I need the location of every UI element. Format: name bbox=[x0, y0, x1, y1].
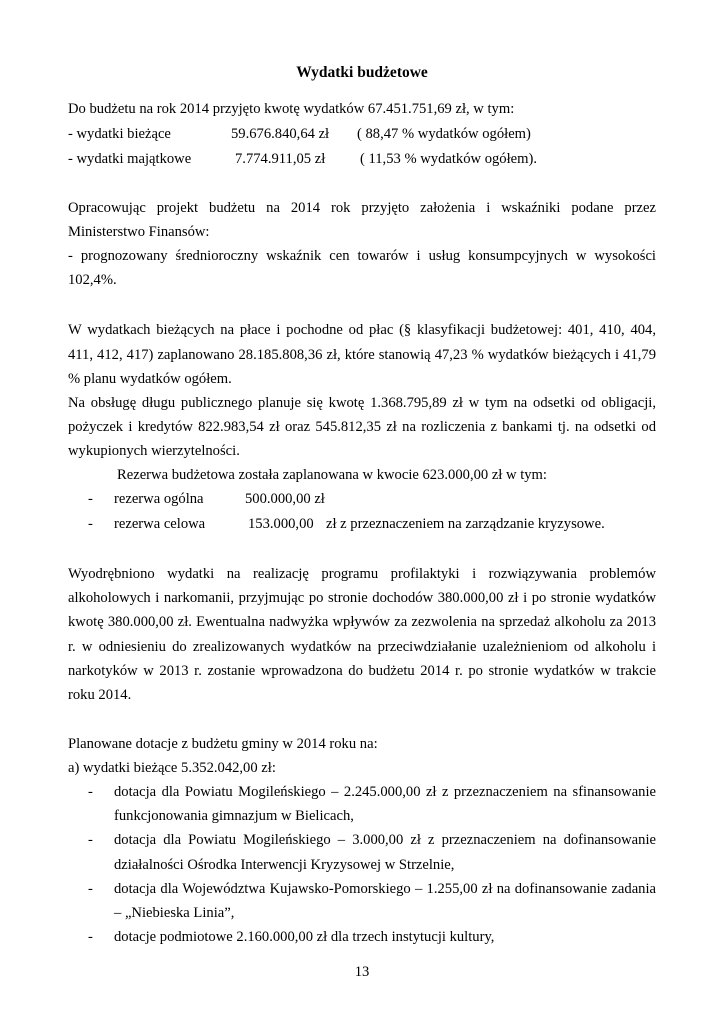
grant-line: działalności Ośrodka Interwencji Kryzysowej w Strzelnie, bbox=[114, 857, 455, 873]
intro-line: Do budżetu na rok 2014 przyjęto kwotę wydatków 67.451.751,69 zł, w tym: bbox=[68, 101, 515, 117]
expense-label: - wydatki bieżące bbox=[68, 126, 171, 142]
paragraph-line: Wyodrębniono wydatki na realizację programu profilaktyki i rozwiązywania problemów bbox=[68, 566, 656, 582]
grant-line: – „Niebieska Linia”, bbox=[114, 905, 235, 921]
reserve-amount: 500.000,00 zł bbox=[245, 491, 325, 507]
grant-line: dotacje podmiotowe 2.160.000,00 zł dla trzech instytucji kultury, bbox=[114, 929, 495, 945]
list-dash: - bbox=[88, 832, 93, 848]
page-title: Wydatki budżetowe bbox=[296, 64, 428, 81]
paragraph-line: alkoholowych i narkomanii, przyjmując po stronie dochodów 380.000,00 zł i po stronie wydatków bbox=[68, 590, 656, 606]
reserve-amount: 153.000,00 bbox=[248, 516, 314, 532]
expense-label: - wydatki majątkowe bbox=[68, 151, 192, 167]
paragraph-line: Na obsługę długu publicznego planuje się kwotę 1.368.795,89 zł w tym na odsetki od obligacji, bbox=[68, 395, 656, 411]
paragraph-line: W wydatkach bieżących na płace i pochodne od płac (§ klasyfikacji budżetowej: 401, 410, 404, bbox=[68, 322, 656, 338]
paragraph-line: r. w odniesieniu do zrealizowanych wydatków na przeciwdziałanie uzależnieniom od alkoholu i bbox=[68, 639, 656, 655]
grant-line: dotacja dla Powiatu Mogileńskiego – 3.000,00 zł z przeznaczeniem na dofinansowanie bbox=[114, 832, 656, 848]
list-dash: - bbox=[88, 516, 93, 532]
expense-amount: 59.676.840,64 zł bbox=[231, 126, 330, 142]
paragraph-line: % planu wydatków ogółem. bbox=[68, 371, 232, 387]
paragraph-line: - prognozowany średnioroczny wskaźnik cen towarów i usług konsumpcyjnych w wysokości bbox=[68, 248, 656, 264]
grants-heading: a) wydatki bieżące 5.352.042,00 zł: bbox=[68, 760, 276, 776]
grant-line: dotacja dla Powiatu Mogileńskiego – 2.245.000,00 zł z przeznaczeniem na sfinansowanie bbox=[114, 784, 656, 800]
reserve-note: zł z przeznaczeniem na zarządzanie kryzysowe. bbox=[326, 516, 605, 532]
expense-amount: 7.774.911,05 zł bbox=[235, 151, 326, 167]
paragraph-line: wykupionych wierzytelności. bbox=[68, 443, 240, 459]
paragraph-line: pożyczek i kredytów 822.983,54 zł oraz 545.812,35 zł na rozliczenia z bankami tj. na odsetki od bbox=[68, 419, 656, 435]
grant-line: dotacja dla Województwa Kujawsko-Pomorskiego – 1.255,00 zł na dofinansowanie zadania bbox=[114, 881, 656, 897]
paragraph-line: Opracowując projekt budżetu na 2014 rok przyjęto założenia i wskaźniki podane przez bbox=[68, 200, 656, 216]
paragraph-line: narkotyków w 2013 r. zostanie wprowadzona do budżetu 2014 r. po stronie wydatków w trakcie bbox=[68, 663, 656, 679]
page-number: 13 bbox=[354, 964, 370, 980]
reserve-label: rezerwa celowa bbox=[114, 516, 206, 532]
list-dash: - bbox=[88, 929, 93, 945]
expense-share: ( 11,53 % wydatków ogółem). bbox=[360, 151, 537, 167]
expense-share: ( 88,47 % wydatków ogółem) bbox=[357, 126, 531, 142]
paragraph-line: kwotę 380.000,00 zł. Ewentualna nadwyżka wpływów za zezwolenia na sprzedaż alkoholu za 2013 bbox=[68, 614, 656, 630]
paragraph-line: Ministerstwo Finansów: bbox=[68, 224, 210, 240]
paragraph-line: 411, 412, 417) zaplanowano 28.185.808,36 zł, które stanowią 47,23 % wydatków bieżących i 41,79 bbox=[68, 347, 656, 363]
list-dash: - bbox=[88, 784, 93, 800]
paragraph-line: roku 2014. bbox=[68, 687, 132, 703]
grants-intro: Planowane dotacje z budżetu gminy w 2014 roku na: bbox=[68, 736, 378, 752]
paragraph-line: 102,4%. bbox=[68, 272, 117, 288]
reserve-label: rezerwa ogólna bbox=[114, 491, 204, 507]
list-dash: - bbox=[88, 881, 93, 897]
grant-line: funkcjonowania gimnazjum w Bielicach, bbox=[114, 808, 354, 824]
list-dash: - bbox=[88, 491, 93, 507]
reserve-intro: Rezerwa budżetowa została zaplanowana w kwocie 623.000,00 zł w tym: bbox=[117, 467, 547, 483]
